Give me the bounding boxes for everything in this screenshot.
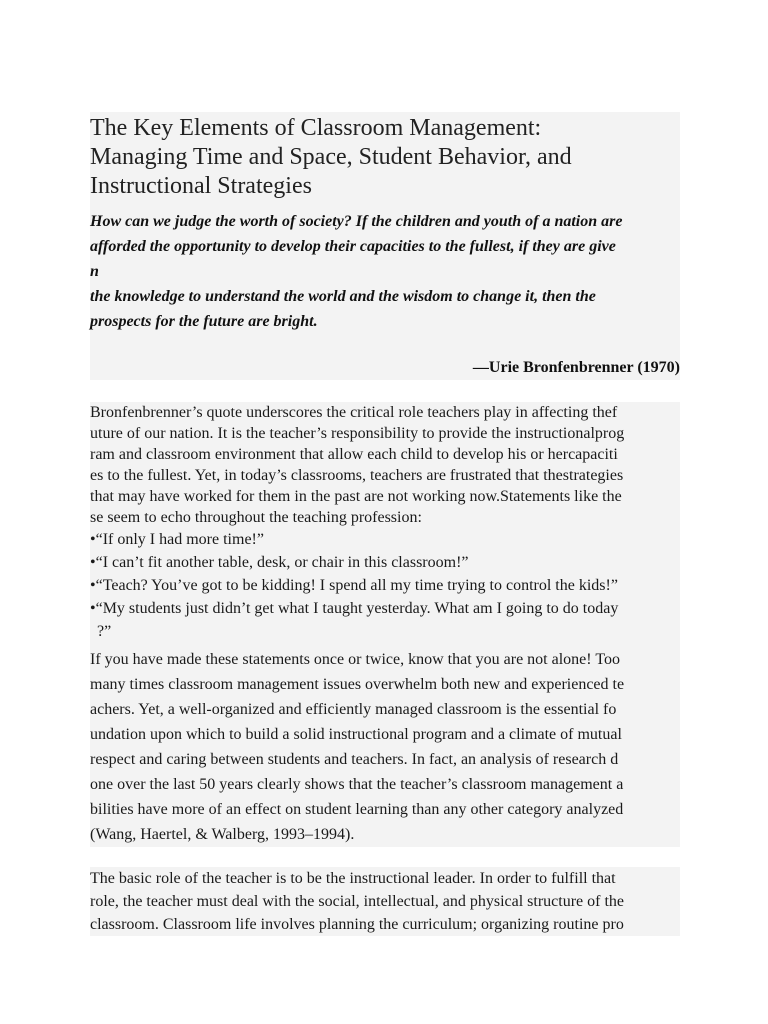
document-page (90, 112, 680, 936)
paragraph-line: se seem to echo throughout the teaching profession: (90, 509, 422, 526)
title-block (90, 112, 680, 380)
paragraph-line: role, the teacher must deal with the social, intellectual, and physical structure of the (90, 893, 625, 910)
list-item: •“I can’t fit another table, desk, or chair in this classroom!” (90, 554, 469, 571)
paragraph-line: ram and classroom environment that allow each child to develop his or hercapaciti (90, 446, 618, 463)
body-block-1 (90, 402, 680, 847)
epigraph-line: the knowledge to understand the world and the wisdom to change it, then the (90, 288, 596, 305)
epigraph-line: prospects for the future are bright. (90, 313, 318, 330)
epigraph-attribution: —Urie Bronfenbrenner (1970) (472, 359, 680, 376)
epigraph-quote (90, 205, 680, 334)
paragraph-line: undation upon which to build a solid instructional program and a climate of mutual (90, 726, 622, 743)
body-block-2 (90, 867, 680, 936)
teacher-statements-list (90, 528, 680, 643)
title-line: Managing Time and Space, Student Behavior, and (90, 144, 572, 170)
paragraph-line: bilities have more of an effect on student learning than any other category analyzed (90, 801, 624, 818)
paragraph-line: If you have made these statements once or twice, know that you are not alone! Too (90, 651, 620, 668)
paragraph-management (90, 647, 680, 847)
paragraph-line: that may have worked for them in the past are not working now.Statements like the (90, 488, 622, 505)
list-item-continuation: ?” (97, 623, 112, 640)
paragraph-intro (90, 402, 680, 528)
paragraph-line: The basic role of the teacher is to be the instructional leader. In order to fulfill that (90, 870, 616, 887)
paragraph-line: es to the fullest. Yet, in today’s classrooms, teachers are frustrated that thestrategies (90, 467, 624, 484)
section-gap (90, 380, 680, 402)
paragraph-line: Bronfenbrenner’s quote underscores the critical role teachers play in affecting thef (90, 404, 618, 421)
document-title (90, 112, 680, 205)
paragraph-line: respect and caring between students and teachers. In fact, an analysis of research d (90, 751, 619, 768)
title-line: The Key Elements of Classroom Management: (90, 115, 542, 141)
paragraph-line: classroom. Classroom life involves planning the curriculum; organizing routine pro (90, 916, 624, 933)
paragraph-line: one over the last 50 years clearly shows that the teacher’s classroom management a (90, 776, 624, 793)
paragraph-line: achers. Yet, a well-organized and efficiently managed classroom is the essential fo (90, 701, 617, 718)
epigraph-line: How can we judge the worth of society? If the children and youth of a nation are (90, 213, 623, 230)
paragraph-line: (Wang, Haertel, & Walberg, 1993–1994). (90, 826, 355, 843)
title-line: Instructional Strategies (90, 173, 312, 199)
epigraph-line: afforded the opportunity to develop their capacities to the fullest, if they are give (90, 238, 616, 255)
list-item: •“Teach? You’ve got to be kidding! I spend all my time trying to control the kids!” (90, 577, 618, 594)
paragraph-teacher-role (90, 867, 680, 936)
list-item: •“My students just didn’t get what I taught yesterday. What am I going to do today ?” (90, 597, 680, 643)
list-item: •“If only I had more time!” (90, 531, 264, 548)
section-gap (90, 847, 680, 867)
paragraph-line: many times classroom management issues overwhelm both new and experienced te (90, 676, 625, 693)
paragraph-line: uture of our nation. It is the teacher’s responsibility to provide the instructionalprog (90, 425, 625, 442)
epigraph-line: n (90, 263, 99, 280)
